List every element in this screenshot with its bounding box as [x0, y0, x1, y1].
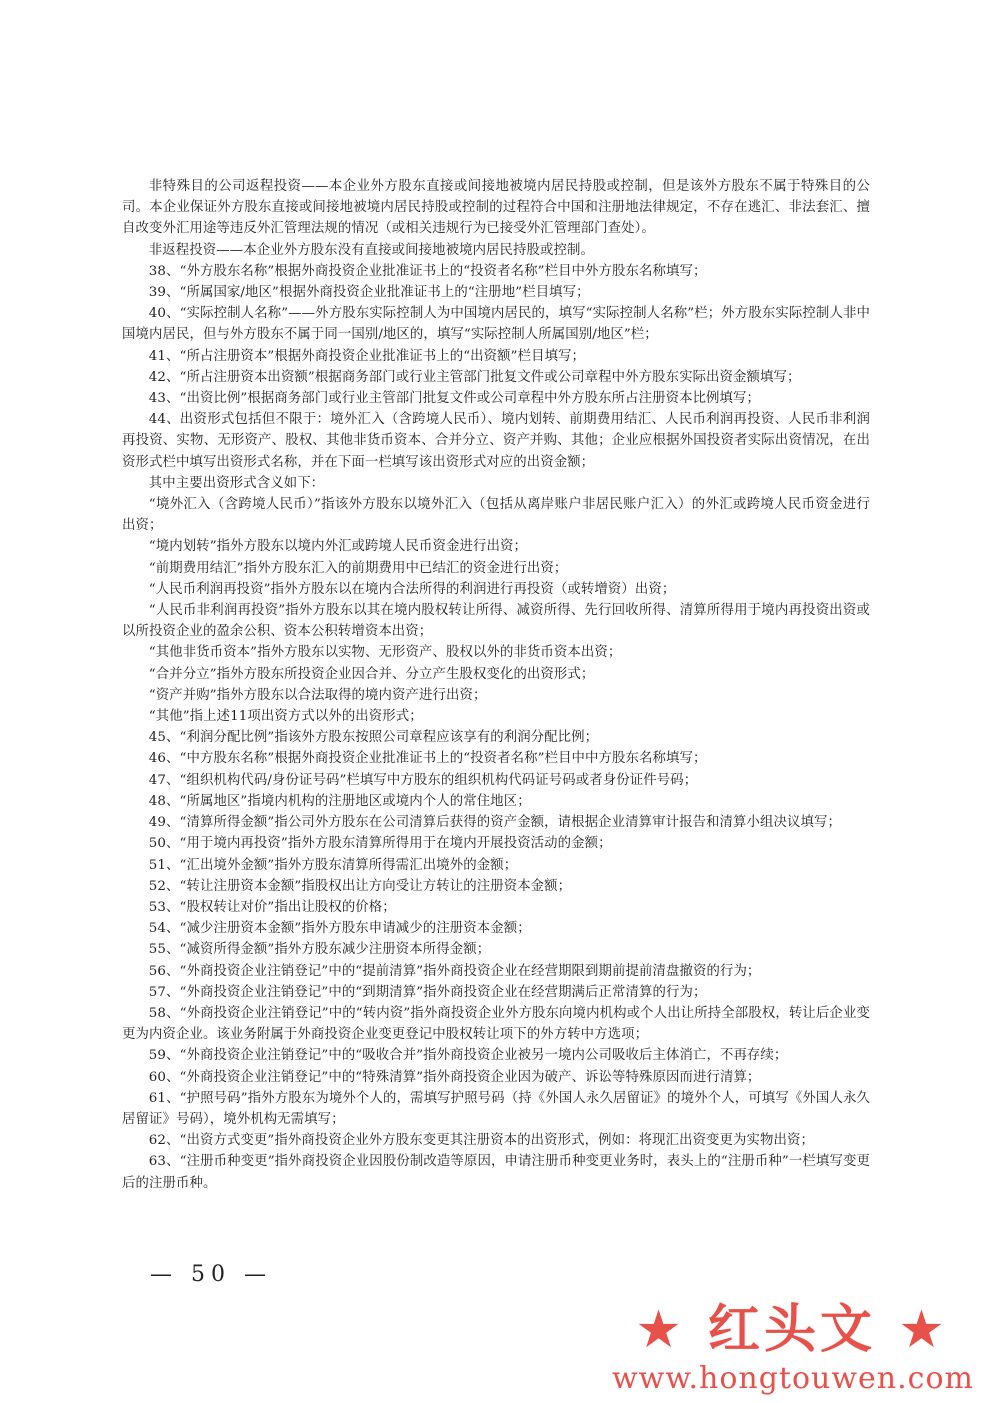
- paragraph: “人民币非利润再投资”指外方股东以其在境内股权转让所得、减资所得、先行回收所得、清算所得用于境内再投资出资或以所投资企业的盈余公积、资本公积转增资本出资；: [122, 603, 870, 640]
- paragraph: 57、“外商投资企业注销登记”中的“到期清算”指外商投资企业在经营期满后正常清算的行为；: [148, 984, 707, 1000]
- paragraph: 53、“股权转让对价”指出让股权的价格；: [148, 899, 396, 915]
- watermark-url: www.hongtouwen.com: [612, 1361, 974, 1396]
- paragraph: 50、“用于境内再投资”指外方股东清算所得用于在境内开展投资活动的金额；: [148, 836, 612, 852]
- paragraph: 44、出资形式包括但不限于：境外汇入（含跨境人民币）、境内划转、前期费用结汇、人民币利润再投资、人民币非利润再投资、实物、无形资产、股权、其他非货币资本、合并分立、资产并购、其他；企业应根据外国投资者实际出资情况，在出资形式栏中填写出资形式名称，并在下面一栏填写该出资形式对应的出资金额；: [122, 412, 870, 470]
- paragraph: 43、“出资比例”根据商务部门或行业主管部门批复文件或公司章程中外方股东所占注册资本比例填写；: [148, 391, 761, 407]
- paragraph: 41、“所占注册资本”根据外商投资企业批准证书上的“出资额”栏目填写；: [148, 348, 586, 364]
- paragraph: 52、“转让注册资本金额”指股权出让方向受让方转让的注册资本金额；: [148, 878, 572, 894]
- paragraph: 46、“中方股东名称”根据外商投资企业批准证书上的“投资者名称”栏目中中方股东名称填写；: [148, 751, 707, 767]
- paragraph: 61、“护照号码”指外方股东为境外个人的，需填写护照号码（持《外国人永久居留证》的境外个人，可填写《外国人永久居留证》号码），境外机构无需填写；: [122, 1090, 870, 1127]
- paragraph: “境内划转”指外方股东以境内外汇或跨境人民币资金进行出资；: [148, 539, 527, 555]
- paragraph: “境外汇入（含跨境人民币）”指该外方股东以境外汇入（包括从离岸账户非居民账户汇入）的外汇或跨境人民币资金进行出资；: [122, 497, 870, 534]
- paragraph: 59、“外商投资企业注销登记”中的“吸收合并”指外商投资企业被另一境内公司吸收后主体消亡，不再存续；: [148, 1048, 788, 1064]
- paragraph: 56、“外商投资企业注销登记”中的“提前清算”指外商投资企业在经营期限到期前提前清盘撤资的行为；: [148, 963, 761, 979]
- paragraph: “其他非货币资本”指外方股东以实物、无形资产、股权以外的非货币资本出资；: [148, 645, 622, 661]
- paragraph: 51、“汇出境外金额”指外方股东清算所得需汇出境外的金额；: [148, 857, 518, 873]
- paragraph: 40、“实际控制人名称”——外方股东实际控制人为中国境内居民的，填写“实际控制人名称”栏；外方股东实际控制人非中国境内居民，但与外方股东不属于同一国别/地区的，填写“实际控制人所属国别/地区”栏；: [122, 306, 870, 343]
- paragraph: 60、“外商投资企业注销登记”中的“特殊清算”指外商投资企业因为破产、诉讼等特殊原因而进行清算；: [148, 1069, 761, 1085]
- paragraph: 63、“注册币种变更”指外商投资企业因股份制改造等原因，申请注册币种变更业务时，表头上的“注册币种”一栏填写变更后的注册币种。: [122, 1154, 870, 1191]
- paragraph: “其他”指上述11项出资方式以外的出资形式；: [148, 709, 423, 725]
- paragraph: 39、“所属国家/地区”根据外商投资企业批准证书上的“注册地”栏目填写；: [148, 285, 590, 301]
- document-body: [122, 176, 870, 1194]
- paragraph: “前期费用结汇”指外方股东汇入的前期费用中已结汇的资金进行出资；: [148, 560, 568, 576]
- paragraph: 非特殊目的公司返程投资——本企业外方股东直接或间接地被境内居民持股或控制，但是该外方股东不属于特殊目的公司。本企业保证外方股东直接或间接地被境内居民持股或控制的过程符合中国和注册地法律规定，不存在逃汇、非法套汇、擅自改变外汇用途等违反外汇管理法规的情况（或相关违规行为已接受外汇管理部门查处）。: [122, 179, 870, 237]
- paragraph: 49、“清算所得金额”指公司外方股东在公司清算后获得的资产金额，请根据企业清算审计报告和清算小组决议填写；: [148, 815, 841, 831]
- paragraph: 58、“外商投资企业注销登记”中的“转内资”指外商投资企业外方股东向境内机构或个人出让所持全部股权，转让后企业变更为内资企业。该业务附属于外商投资企业变更登记中股权转让项下的外方转中方选项；: [122, 1005, 870, 1043]
- paragraph: “合并分立”指外方股东所投资企业因合并、分立产生股权变化的出资形式；: [148, 666, 595, 682]
- paragraph: 45、“利润分配比例”指该外方股东按照公司章程应该享有的利润分配比例；: [148, 730, 599, 746]
- paragraph: 47、“组织机构代码/身份证号码”栏填写中方股东的组织机构代码证号码或者身份证件号码；: [148, 772, 698, 788]
- paragraph: 42、“所占注册资本出资额”根据商务部门或行业主管部门批复文件或公司章程中外方股东实际出资金额填写；: [148, 369, 801, 385]
- paragraph: 38、“外方股东名称”根据外商投资企业批准证书上的“投资者名称”栏目中外方股东名称填写；: [148, 263, 707, 279]
- paragraph: 62、“出资方式变更”指外商投资企业外方股东变更其注册资本的出资形式，例如：将现汇出资变更为实物出资；: [148, 1133, 814, 1149]
- watermark-logo: [612, 1298, 972, 1398]
- paragraph: “人民币利润再投资”指外方股东以在境内合法所得的利润进行再投资（或转增资）出资；: [148, 581, 676, 597]
- paragraph: 48、“所属地区”指境内机构的注册地区或境内个人的常住地区；: [148, 793, 531, 809]
- watermark-title: ★ 红头文 ★: [635, 1300, 949, 1360]
- paragraph: 其中主要出资形式含义如下：: [148, 475, 325, 491]
- paragraph: 55、“减资所得金额”指外方股东减少注册资本所得金额；: [148, 942, 491, 958]
- page-number: — 50 —: [150, 1262, 272, 1287]
- paragraph: “资产并购”指外方股东以合法取得的境内资产进行出资；: [148, 687, 487, 703]
- paragraph: 非返程投资——本企业外方股东没有直接或间接地被境内居民持股或控制。: [148, 242, 594, 258]
- paragraph: 54、“减少注册资本金额”指外方股东申请减少的注册资本金额；: [148, 921, 531, 937]
